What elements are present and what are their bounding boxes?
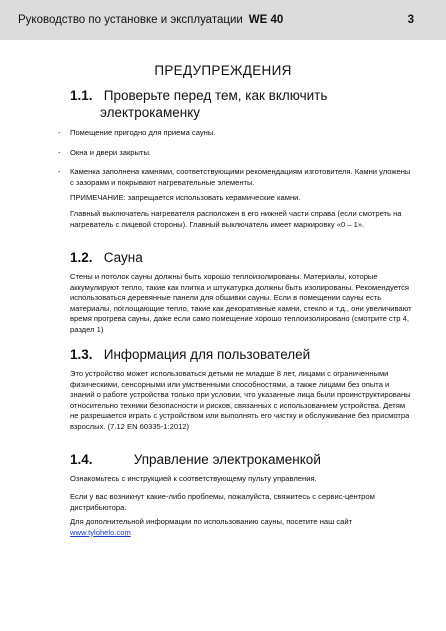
section-1-4-title: Управление электрокаменкой bbox=[133, 452, 321, 467]
section-1-4-number: 1.4. bbox=[70, 452, 93, 467]
section-1-1-bullet: Окна и двери закрыты. bbox=[70, 148, 152, 157]
section-1-3-heading bbox=[70, 346, 310, 363]
section-1-4-para2: Если у вас возникнут какие-либо проблемы, пожалуйста, свяжитесь с сервис-центром дистрибьютора. bbox=[70, 492, 375, 512]
bullet-dash: - bbox=[58, 128, 61, 137]
section-1-2-title: Сауна bbox=[103, 250, 143, 265]
section-1-1-note: ПРИМЕЧАНИЕ: запрещается использовать керамические камни. bbox=[70, 193, 301, 202]
section-1-2-text: Стены и потолок сауны должны быть хорошо теплоизолированы. Материалы, которые аккумулируют тепло, такие как плитка и штукатурка должны быть изолированы. Рекомендуется использоваться деревянные панели для обшивки сауны. Если в помещении сауны есть материалы, поглощающие тепло, такие как декоративные камни, стекло и т.д., они увеличивают время прогрева сауны, даже если само помещение хорошо теплоизолировано (смотрите стр 4, раздел 1) bbox=[70, 272, 412, 334]
section-1-1-heading bbox=[70, 87, 400, 121]
section-1-3-number: 1.3. bbox=[70, 347, 93, 362]
section-1-1-title-line1: Проверьте перед тем, как включить bbox=[103, 88, 328, 103]
website-link[interactable]: www.tylohelo.com bbox=[70, 527, 131, 537]
page-number: 3 bbox=[407, 14, 414, 26]
bullet-dash: - bbox=[58, 167, 61, 176]
section-1-1-bullet: Каменка заполнена камнями, соответствующими рекомендациям изготовителя. Камни уложены с зазорами и покрывают нагревательные элементы. bbox=[70, 167, 411, 187]
title-model: WE 40 bbox=[248, 14, 284, 26]
section-1-1-number: 1.1. bbox=[70, 88, 93, 103]
section-1-1-title-line2: электрокаменку bbox=[100, 105, 200, 120]
section-1-2-heading bbox=[70, 249, 143, 266]
section-1-4-para3 bbox=[70, 517, 415, 538]
section-1-3-text: Это устройство может использоваться детьми не младше 8 лет, лицами с ограниченными физическими, сенсорными или умственными способностями, а также лицами без опыта и знаний о работе устройства только при условии, что указанные лица были проинструктированы относительно техники безопасности и рисков, связанных с использованием устройства. Детям не разрешается играть с устройством или выполнять его чистку и обслуживание без присмотра взрослых. (7.12 EN 60335-1:2012) bbox=[70, 369, 411, 431]
section-1-4-heading bbox=[70, 451, 321, 468]
bullet-dash: - bbox=[58, 148, 61, 157]
section-1-1-switch-text: Главный выключатель нагревателя расположен в его нижней части справа (если смотреть на нагреватель с лицевой стороны). Главный выключатель имеет маркировку «0 – 1». bbox=[70, 209, 402, 229]
page-header bbox=[0, 0, 446, 40]
section-1-4-para3-text: Для дополнительной информации по использованию сауны, посетите наш сайт bbox=[70, 517, 353, 526]
section-1-4-para1: Ознакомьтесь с инструкцией к соответствующему пульту управления. bbox=[70, 474, 317, 483]
section-1-3-title: Информация для пользователей bbox=[103, 347, 311, 362]
warnings-title: ПРЕДУПРЕЖДЕНИЯ bbox=[154, 63, 292, 78]
document-title bbox=[18, 14, 283, 26]
section-1-1-bullet: Помещение пригодно для приема сауны. bbox=[70, 128, 216, 137]
section-1-2-number: 1.2. bbox=[70, 250, 93, 265]
title-prefix: Руководство по установке и эксплуатации bbox=[18, 14, 243, 26]
